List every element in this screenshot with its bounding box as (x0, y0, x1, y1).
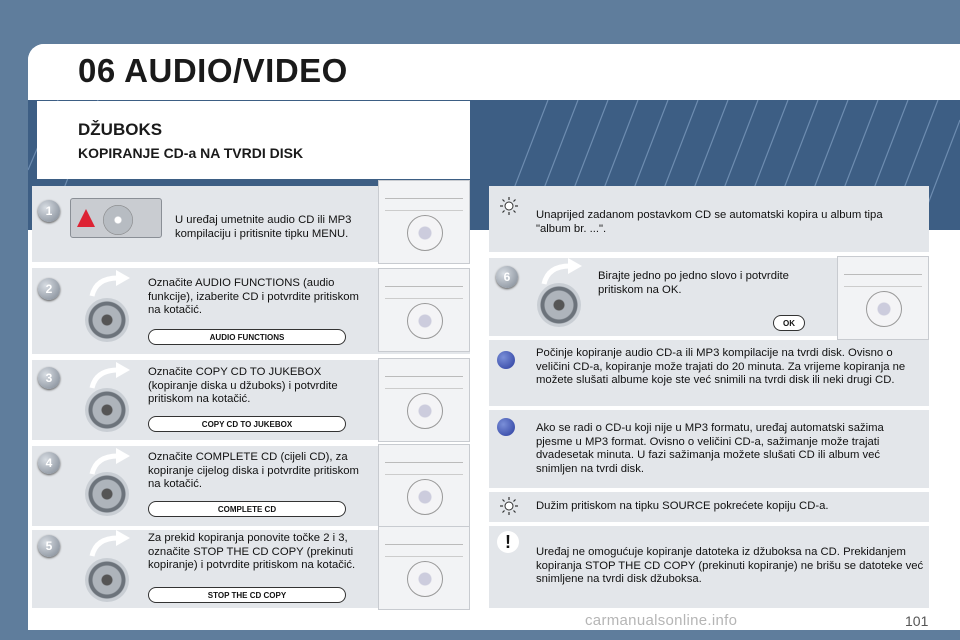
step-3-knob-icon (85, 388, 129, 432)
section-title-box (37, 101, 470, 179)
page-number: 101 (905, 613, 929, 629)
step-6-text: Birajte jedno po jedno slovo i potvrdite pritiskom na OK. (598, 270, 789, 296)
step-1-text: U uređaj umetnite audio CD ili MP3 kompilaciju i pritisnite tipku MENU. (175, 214, 352, 240)
step-2-text: Označite AUDIO FUNCTIONS (audio funkcije), izaberite CD i potvrdite pritiskom na kotačić. (148, 277, 359, 317)
step-5-radio-illustration (378, 526, 470, 610)
step-2-radio-illustration (378, 268, 470, 352)
step-5-number: 5 (38, 535, 60, 557)
rotate-arrow-icon (88, 270, 132, 300)
step-4-text: Označite COMPLETE CD (cijeli CD), za kopiranje cijelog diska i potvrdite pritiskom na kotačić. (148, 451, 359, 491)
complete-cd-button[interactable]: COMPLETE CD (148, 501, 346, 517)
step-1-radio-illustration (378, 180, 470, 264)
radio-front-icon (70, 198, 162, 238)
step-3-number: 3 (38, 367, 60, 389)
info-copy-duration-text: Počinje kopiranje audio CD-a ili MP3 kompilacije na tvrdi disk. Ovisno o veličini CD-a, kopiranje može trajati do 20 minuta. Za vrijeme kopiranja ne možete slušati albume koje ste već snimili na tvrdi disk ili neki drugi CD. (536, 347, 906, 387)
copy-cd-to-jukebox-button[interactable]: COPY CD TO JUKEBOX (148, 416, 346, 432)
step-3-text: Označite COPY CD TO JUKEBOX (kopiranje diska u džuboks) i potvrdite pritiskom na kotačić. (148, 366, 338, 406)
step-6-radio-illustration (837, 256, 929, 340)
ok-button[interactable]: OK (773, 315, 805, 331)
lightbulb-icon (500, 497, 518, 515)
section-subtitle: KOPIRANJE CD-a NA TVRDI DISK (78, 145, 304, 161)
tip-source-text: Dužim pritiskom na tipku SOURCE pokrećete kopiju CD-a. (536, 500, 829, 512)
step-4-number: 4 (38, 452, 60, 474)
step-5-text: Za prekid kopiranja ponovite točke 2 i 3, označite STOP THE CD COPY (prekinuti kopiranje) i potvrdite pritiskom na kotačić. (148, 532, 356, 572)
step-6-knob-icon (537, 283, 581, 327)
step-2-number: 2 (38, 278, 60, 300)
warning-text: Uređaj ne omogućuje kopiranje datoteka iz džuboksa na CD. Prekidanjem kopiranja STOP THE CD COPY (prekinuti kopiranje) ne brišu se datoteke već snimljene na tvrdi disk džuboksa. (536, 546, 924, 586)
watermark: carmanualsonline.info (585, 612, 738, 629)
step-4-knob-icon (85, 472, 129, 516)
info-dot-icon (497, 418, 515, 436)
page-title: 06 AUDIO/VIDEO (78, 52, 348, 89)
section-title: DŽUBOKS (78, 120, 163, 139)
step-5-knob-icon (85, 558, 129, 602)
step-6-number: 6 (496, 266, 518, 288)
step-1-number: 1 (38, 200, 60, 222)
step-3-radio-illustration (378, 358, 470, 442)
rotate-arrow-icon (88, 530, 132, 560)
warning-icon: ! (497, 531, 519, 553)
stop-the-cd-copy-button[interactable]: STOP THE CD COPY (148, 587, 346, 603)
info-dot-icon (497, 351, 515, 369)
info-compression-text: Ako se radi o CD-u koji nije u MP3 formatu, uređaj automatski sažima pjesme u MP3 format. Ovisno o veličini CD-a, sažimanje može trajati dvadesetak minuta. U fazi sažimanja možete slušati CD ili album već snimljen na tvrdi disk. (536, 422, 884, 475)
audio-functions-button[interactable]: AUDIO FUNCTIONS (148, 329, 346, 345)
step-2-knob-icon (85, 298, 129, 342)
step-4-radio-illustration (378, 444, 470, 528)
tip-autoname-text: Unaprijed zadanom postavkom CD se automatski kopira u album tipa "album br. ...". (536, 209, 883, 235)
lightbulb-icon (500, 197, 518, 215)
